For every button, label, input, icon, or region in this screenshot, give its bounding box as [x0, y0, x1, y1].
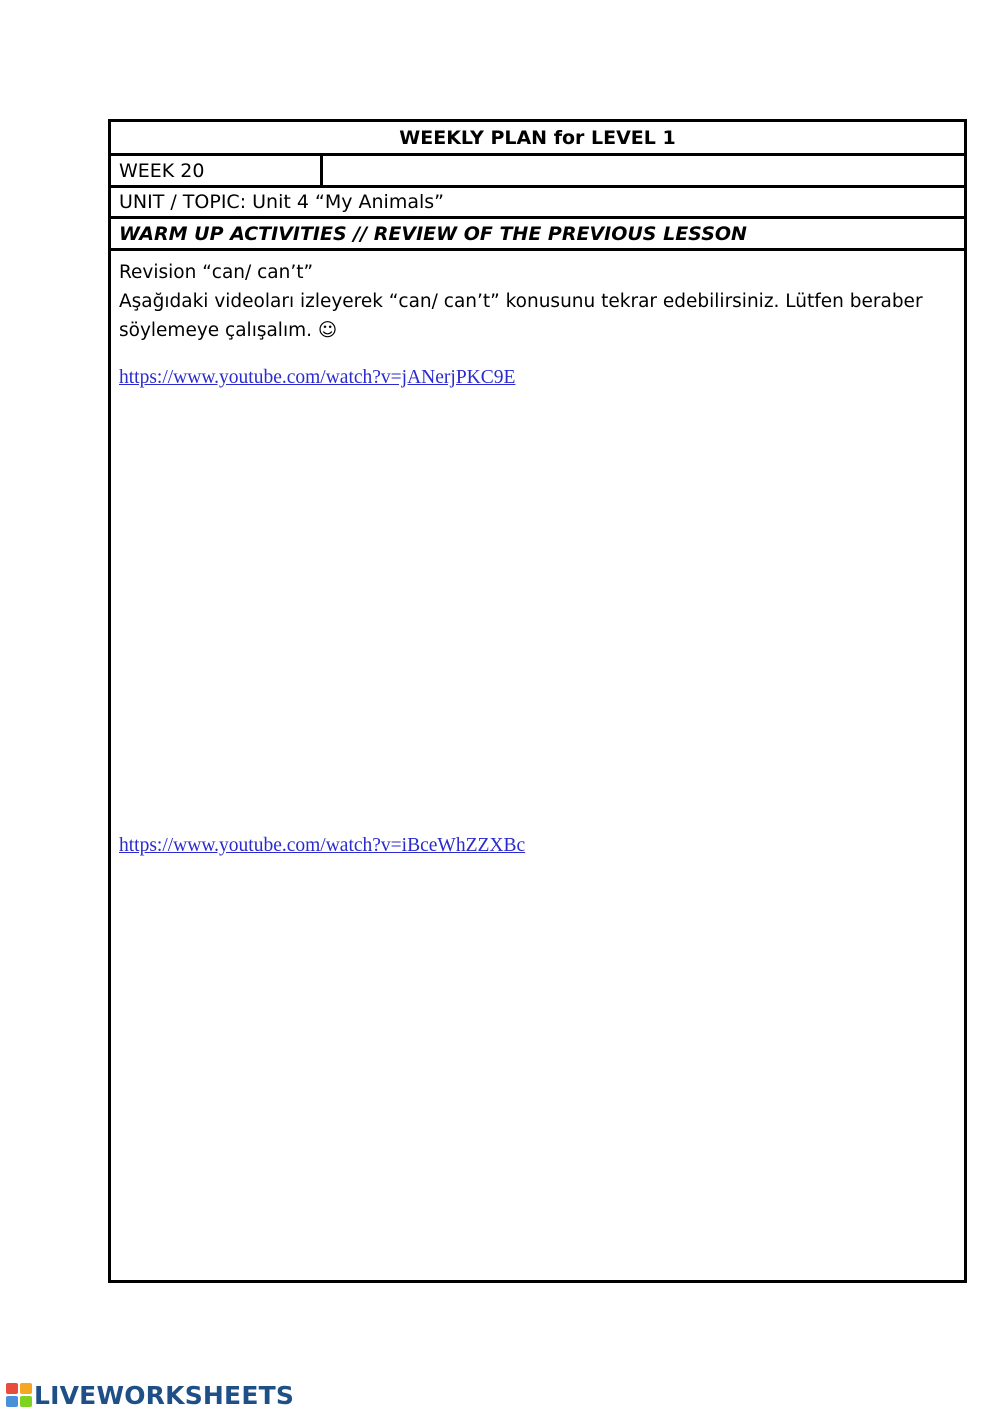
week-row	[111, 156, 964, 188]
logo-square-green	[20, 1396, 32, 1407]
video-link-2[interactable]: https://www.youtube.com/watch?v=iBceWhZZXBc	[119, 835, 526, 856]
liveworksheets-icon	[6, 1383, 32, 1407]
video-link-1[interactable]: https://www.youtube.com/watch?v=jANerjPKC9E	[119, 367, 516, 388]
revision-line: Revision “can/ can’t”	[119, 262, 314, 283]
week-value-cell	[323, 156, 964, 185]
weekly-plan-sheet	[108, 119, 967, 1283]
logo-square-orange	[20, 1383, 32, 1394]
unit-topic: UNIT / TOPIC: Unit 4 “My Animals”	[111, 188, 964, 219]
section-heading: WARM UP ACTIVITIES // REVIEW OF THE PREVIOUS LESSON	[111, 219, 964, 251]
logo-square-red	[6, 1383, 18, 1394]
sheet-title: WEEKLY PLAN for LEVEL 1	[111, 122, 964, 156]
logo-square-blue	[6, 1396, 18, 1407]
activity-body	[111, 251, 964, 1280]
instruction-line-1: Aşağıdaki videoları izleyerek “can/ can’t” konusunu tekrar edebilirsiniz. Lütfen beraber	[119, 291, 923, 312]
liveworksheets-logo[interactable]	[6, 1380, 294, 1410]
instruction-line-2: söylemeye çalışalım. ☺	[119, 320, 338, 341]
brand-name: LIVEWORKSHEETS	[34, 1380, 295, 1410]
week-label: WEEK 20	[111, 156, 323, 185]
